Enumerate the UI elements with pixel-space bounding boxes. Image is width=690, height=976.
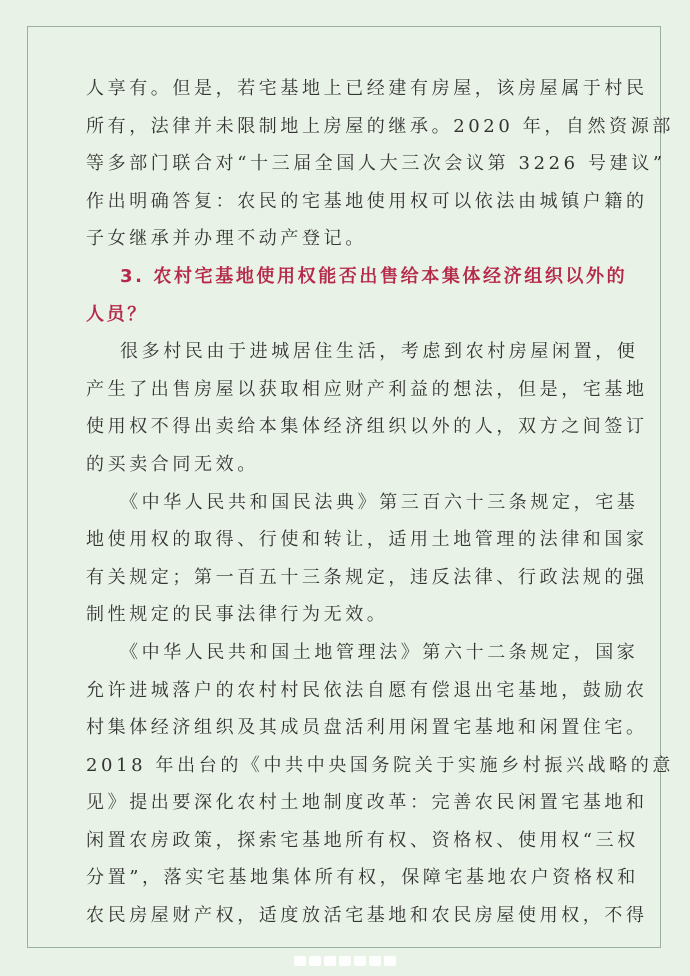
paragraph-line: 2018 年出台的《中共中央国务院关于实施乡村振兴战略的意 [86, 754, 674, 776]
paragraph-line: 《中华人民共和国民法典》第三百六十三条规定，宅基 [120, 491, 639, 513]
paragraph-line: 农民房屋财产权，适度放活宅基地和农民房屋使用权，不得 [86, 905, 648, 927]
paragraph-line: 允许进城落户的农村村民依法自愿有偿退出宅基地，鼓励农 [86, 679, 648, 701]
paragraph-line: 分置”，落实宅基地集体所有权，保障宅基地农户资格权和 [86, 867, 639, 889]
paragraph-line: 使用权不得出卖给本集体经济组织以外的人，双方之间签订 [86, 416, 648, 438]
paragraph-line: 的买卖合同无效。 [86, 453, 259, 475]
paragraph-line: 村集体经济组织及其成员盘活利用闲置宅基地和闲置住宅。 [86, 717, 648, 739]
paragraph-line: 《中华人民共和国土地管理法》第六十二条规定，国家 [120, 641, 639, 663]
document-body [86, 70, 674, 935]
text-line: 作出明确答复：农民的宅基地使用权可以依法由城镇户籍的 [86, 190, 648, 212]
paragraph-line: 有关规定；第一百五十三条规定，违反法律、行政法规的强 [86, 566, 648, 588]
paragraph-line: 见》提出要深化农村土地制度改革：完善农民闲置宅基地和 [86, 792, 648, 814]
text-line: 子女继承并办理不动产登记。 [86, 228, 367, 250]
paragraph-line: 闲置农房政策，探索宅基地所有权、资格权、使用权“三权 [86, 829, 639, 851]
paragraph-line: 制性规定的民事法律行为无效。 [86, 604, 389, 626]
watermark [294, 956, 404, 970]
paragraph-line: 很多村民由于进城居住生活，考虑到农村房屋闲置，便 [120, 341, 639, 363]
paragraph-line: 产生了出售房屋以获取相应财产利益的想法，但是，宅基地 [86, 378, 648, 400]
text-line: 所有，法律并未限制地上房屋的继承。2020 年，自然资源部 [86, 115, 674, 137]
paragraph-line: 地使用权的取得、行使和转让，适用土地管理的法律和国家 [86, 529, 648, 551]
text-line: 人享有。但是，若宅基地上已经建有房屋，该房屋属于村民 [86, 78, 648, 99]
text-line: 等多部门联合对“十三届全国人大三次会议第 3226 号建议” [86, 153, 666, 175]
section-heading: 3. 农村宅基地使用权能否出售给本集体经济组织以外的 [120, 265, 628, 287]
section-heading-continued: 人员？ [86, 303, 148, 325]
